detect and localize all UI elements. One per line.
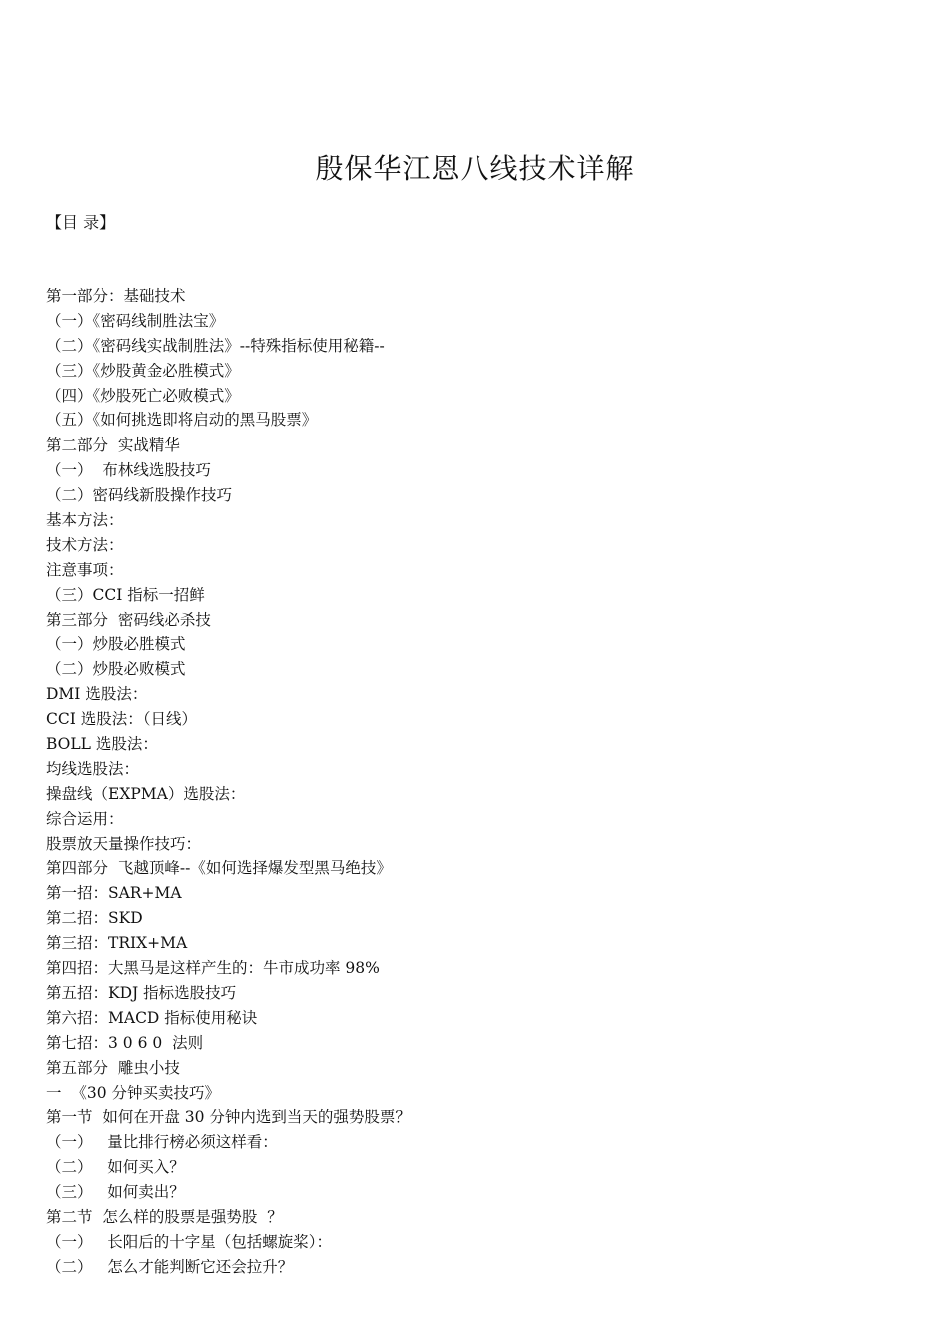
toc-item: 基本方法：: [46, 511, 124, 530]
toc-item: （二） 怎么才能判断它还会拉升？: [46, 1257, 294, 1276]
toc-item: 第一部分：基础技术: [46, 287, 186, 305]
toc-item: 均线选股法：: [46, 759, 140, 778]
toc-item: （一）炒股必胜模式: [46, 635, 186, 654]
toc-item: DMI 选股法：: [46, 685, 148, 704]
toc-item: （五）《如何挑选即将启动的黑马股票》: [46, 411, 318, 430]
toc-item: （二）密码线新股操作技巧: [46, 486, 233, 505]
toc-item: 第三部分 密码线必杀技: [46, 610, 211, 629]
toc-item: （三） 如何卖出？: [46, 1183, 185, 1202]
toc-item: （一） 长阳后的十字星（包括螺旋桨）：: [46, 1232, 333, 1251]
toc-item: BOLL 选股法：: [46, 735, 158, 754]
document-title: 殷保华江恩八线技术详解: [315, 151, 635, 185]
toc-item: 综合运用：: [46, 809, 124, 828]
toc-item: 股票放天量操作技巧：: [46, 834, 202, 853]
toc-item: 第五招：KDJ 指标选股技巧: [46, 983, 237, 1002]
toc-item: 注意事项：: [46, 560, 124, 579]
toc-item: 第二部分 实战精华: [46, 436, 180, 455]
toc-item: 操盘线（EXPMA）选股法：: [46, 784, 246, 803]
toc-item: （二）炒股必败模式: [46, 660, 186, 679]
toc-item: （一） 布林线选股技巧: [46, 461, 211, 480]
toc-item: 第二招：SKD: [46, 909, 143, 928]
toc-item: 第三招：TRIX+MA: [46, 934, 188, 953]
toc-item: 第五部分 雕虫小技: [46, 1058, 180, 1077]
toc-item: （二） 如何买入？: [46, 1158, 185, 1177]
toc-item: 第二节 怎么样的股票是强势股 ？: [46, 1207, 283, 1226]
toc-item: （三）CCI 指标一招鲜: [46, 585, 205, 604]
toc-item: 第四部分 飞越顶峰--《如何选择爆发型黑马绝技》: [46, 859, 392, 878]
toc-item: 技术方法：: [46, 535, 124, 554]
toc-item: 第一节 如何在开盘 30 分钟内选到当天的强势股票？: [46, 1108, 411, 1127]
toc-heading: 【目 录】: [46, 213, 116, 232]
toc-item: 第六招：MACD 指标使用秘诀: [46, 1008, 258, 1027]
toc-item: 一 《30 分钟买卖技巧》: [46, 1083, 221, 1102]
toc-item: （三）《炒股黄金必胜模式》: [46, 361, 240, 380]
toc-item: （一） 量比排行榜必须这样看：: [46, 1133, 278, 1152]
toc-item: （二）《密码线实战制胜法》--特殊指标使用秘籍--: [46, 336, 385, 355]
toc-item: 第七招：3 0 6 0 法则: [46, 1033, 204, 1052]
table-of-contents: [46, 284, 411, 1280]
toc-item: CCI 选股法：（日线）: [46, 710, 198, 729]
toc-item: （四）《炒股死亡必败模式》: [46, 386, 240, 405]
toc-item: 第四招：大黑马是这样产生的：牛市成功率 98%: [46, 959, 380, 978]
toc-item: 第一招：SAR+MA: [46, 884, 182, 903]
toc-item: （一）《密码线制胜法宝》: [46, 311, 225, 330]
